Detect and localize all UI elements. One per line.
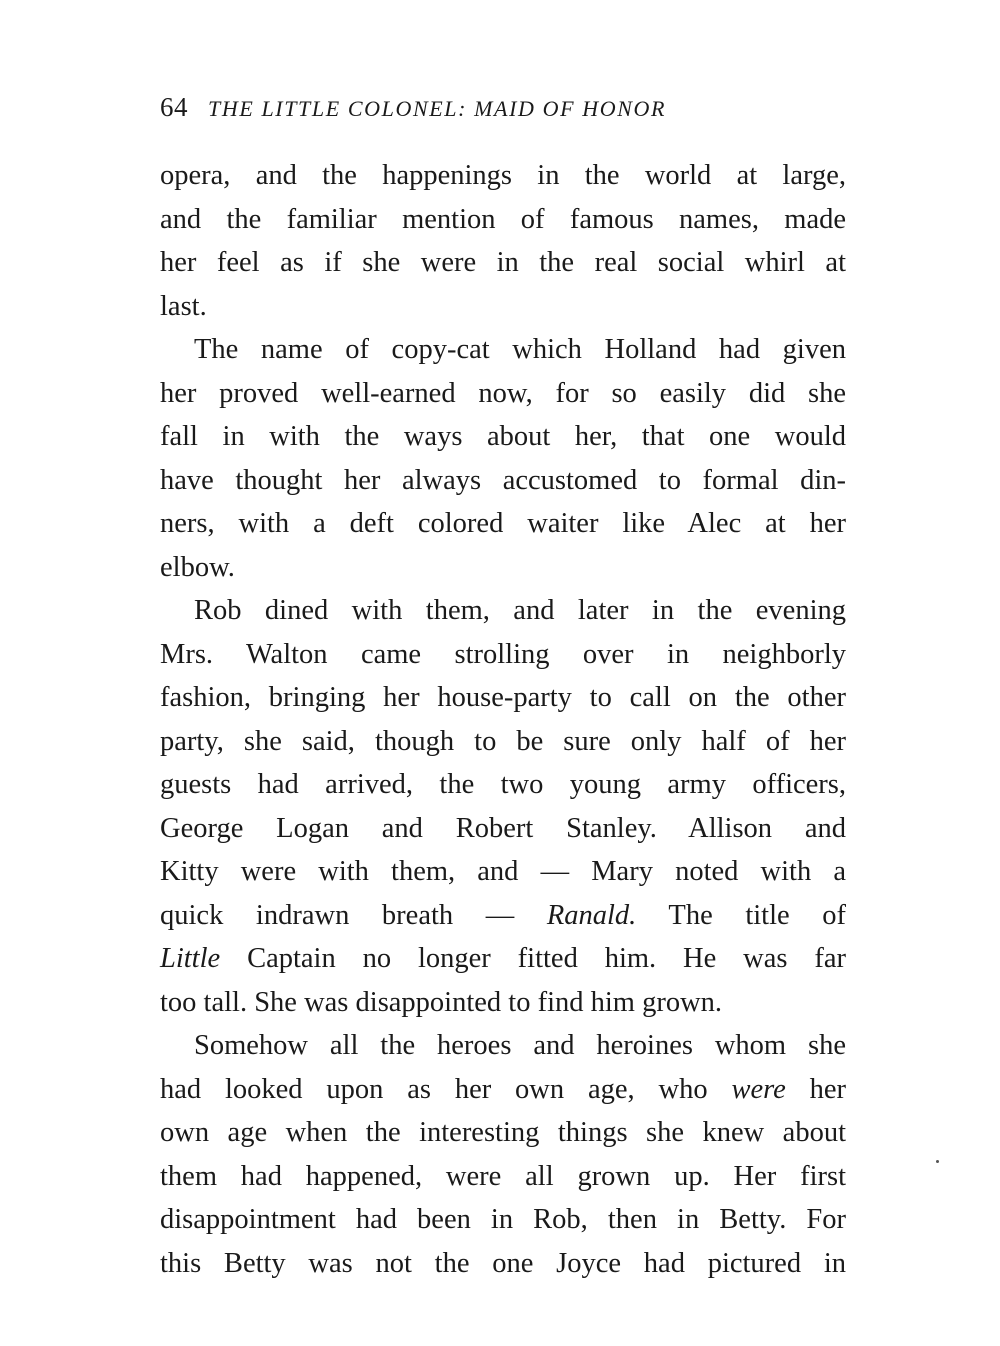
text-line: fashion, bringing her house-party to call on the other	[160, 682, 846, 713]
text-run: Captain no longer fitted him. He was far	[247, 943, 847, 974]
text-line: elbow.	[160, 551, 235, 583]
italic-word: were	[731, 1073, 786, 1105]
text-line: Rob dined with them, and later in the evening	[194, 595, 846, 626]
paragraph-1	[160, 154, 846, 328]
text-run: her	[809, 1073, 847, 1105]
text-line: guests had arrived, the two young army officers,	[160, 769, 846, 800]
text-line	[160, 937, 846, 981]
text-line: Mrs. Walton came strolling over in neighborly	[160, 638, 846, 670]
text-line: last.	[160, 290, 207, 322]
book-page	[160, 92, 846, 1285]
text-line: opera, and the happenings in the world at large,	[160, 160, 846, 191]
text-line: her proved well-earned now, for so easily did she	[160, 377, 846, 409]
running-title: THE LITTLE COLONEL: MAID OF HONOR	[208, 96, 667, 121]
paragraph-3	[160, 589, 846, 1024]
italic-word: Little	[160, 943, 221, 974]
page-number: 64	[160, 92, 188, 122]
text-line: Kitty were with them, and — Mary noted with a	[160, 856, 846, 887]
text-line: them had happened, were all grown up. Her first	[160, 1160, 846, 1192]
text-line: The name of copy-cat which Holland had given	[194, 334, 846, 365]
running-head	[160, 92, 846, 132]
text-line: own age when the interesting things she knew about	[160, 1117, 846, 1148]
paragraph-2	[160, 328, 846, 589]
text-line	[160, 894, 846, 938]
text-line: her feel as if she were in the real social whirl at	[160, 247, 846, 278]
text-line: George Logan and Robert Stanley. Allison and	[160, 812, 846, 844]
text-line: disappointment had been in Rob, then in Betty. For	[160, 1204, 846, 1235]
text-run: had looked upon as her own age, who	[160, 1073, 708, 1105]
text-line: fall in with the ways about her, that one would	[160, 421, 846, 452]
body-text	[160, 154, 846, 1285]
text-line: this Betty was not the one Joyce had pictured in	[160, 1247, 846, 1279]
text-line: and the familiar mention of famous names, made	[160, 203, 846, 235]
italic-name: Ranald.	[546, 899, 637, 931]
text-line: Somehow all the heroes and heroines whom she	[194, 1030, 846, 1061]
text-line: have thought her always accustomed to formal din-	[160, 464, 846, 496]
text-line: ners, with a deft colored waiter like Alec at her	[160, 508, 846, 539]
text-line	[160, 1068, 846, 1112]
text-run: The title of	[668, 899, 846, 931]
text-line: party, she said, though to be sure only half of her	[160, 725, 846, 757]
text-run: quick indrawn breath —	[160, 899, 515, 931]
paragraph-4	[160, 1024, 846, 1285]
text-line: too tall. She was disappointed to find him grown.	[160, 986, 723, 1018]
ink-speck	[936, 1160, 939, 1163]
